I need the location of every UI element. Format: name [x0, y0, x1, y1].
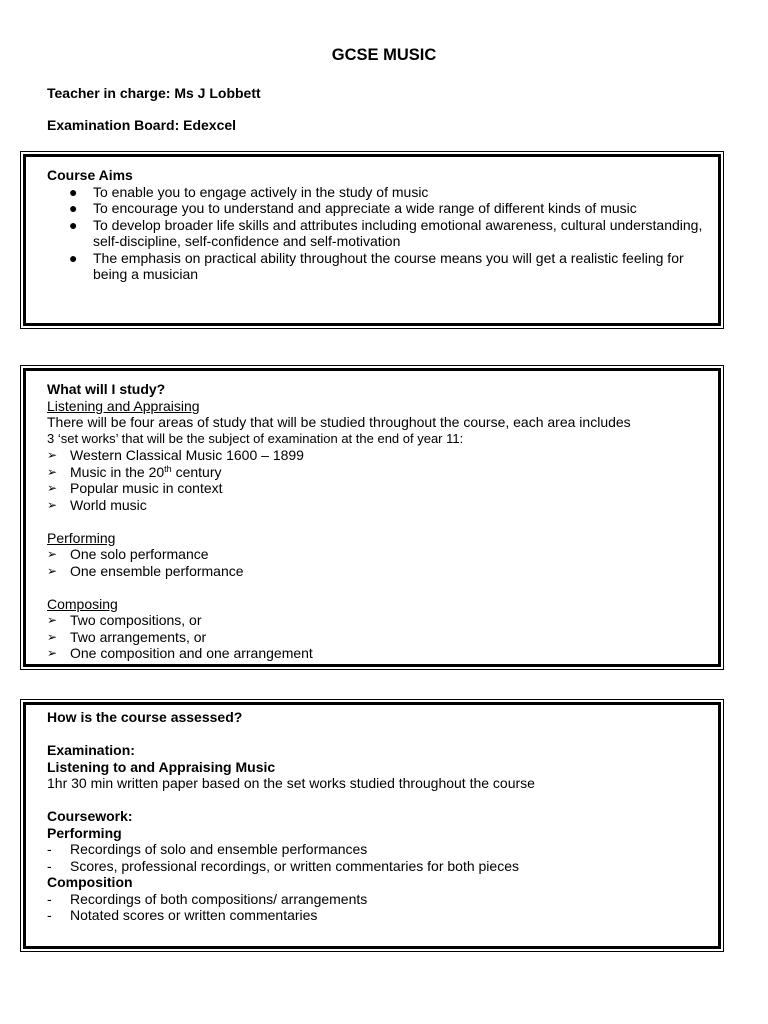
performing-list: [47, 546, 715, 579]
list-item: ➢ World music: [47, 496, 147, 513]
list-item: - Recordings of both compositions/ arrangements: [47, 890, 368, 907]
examination-label: Examination:: [47, 742, 135, 758]
arrowhead-icon: ➢: [47, 646, 58, 660]
listening-intro-2: 3 ‘set works’ that will be the subject of examination at the end of year 11:: [47, 430, 464, 446]
list-item: ➢ One ensemble performance: [47, 562, 244, 579]
list-item: - Recordings of solo and ensemble performances: [47, 841, 368, 857]
exam-board-line: Examination Board: Edexcel: [47, 117, 237, 133]
listening-heading: Listening and Appraising: [47, 397, 200, 414]
coursework-label: Coursework:: [47, 808, 133, 824]
arrowhead-icon: ➢: [47, 563, 58, 578]
list-item: ➢ Two arrangements, or: [47, 628, 207, 645]
list-item: - Scores, professional recordings, or written commentaries for both pieces: [47, 857, 519, 874]
list-item: ➢ Two compositions, or: [47, 612, 202, 628]
dash-icon: -: [47, 890, 52, 907]
coursework-composition-list: [47, 891, 715, 924]
performing-heading: Performing: [47, 529, 116, 546]
composing-heading: Composing: [47, 595, 118, 612]
areas-of-study-list: [47, 447, 715, 513]
list-item: ● To encourage you to understand and appreciate a wide range of different kinds of music: [69, 200, 637, 216]
study-heading: What will I study?: [47, 381, 166, 397]
list-item: ● The emphasis on practical ability throughout the course means you will get a realistic feeling for being a musician: [69, 249, 684, 282]
list-item: ➢ Popular music in context: [47, 480, 223, 496]
study-box: [20, 365, 724, 670]
coursework-composition-label: Composition: [47, 874, 133, 890]
assessment-box: [20, 699, 724, 952]
arrowhead-icon: ➢: [47, 448, 58, 462]
coursework-performing-label: Performing: [47, 824, 122, 841]
course-aims-heading: Course Aims: [47, 167, 133, 183]
coursework-performing-list: [47, 841, 715, 874]
course-aims-box: [20, 151, 724, 329]
assessment-content: [47, 709, 715, 924]
study-content: [47, 381, 715, 662]
arrowhead-icon: ➢: [47, 547, 58, 561]
list-item: ● To enable you to engage actively in the study of music: [69, 183, 429, 200]
arrowhead-icon: ➢: [47, 497, 58, 512]
list-item: ➢ One composition and one arrangement: [47, 645, 313, 661]
dash-icon: -: [47, 907, 52, 923]
arrowhead-icon: ➢: [47, 613, 58, 627]
list-item: ● To develop broader life skills and attributes including emotional awareness, cultural understanding, self-discipline, self-confidence and self-motivation: [69, 216, 703, 249]
list-item: - Notated scores or written commentaries: [47, 907, 318, 923]
dash-icon: -: [47, 857, 52, 874]
examination-title: Listening to and Appraising Music: [47, 758, 276, 775]
composing-list: [47, 612, 715, 662]
course-aims-content: [47, 167, 715, 283]
page-title: GCSE MUSIC: [331, 46, 437, 64]
bullet-icon: ●: [69, 249, 78, 266]
bullet-icon: ●: [69, 200, 78, 216]
assessment-heading: How is the course assessed?: [47, 709, 243, 725]
dash-icon: -: [47, 841, 52, 857]
arrowhead-icon: ➢: [47, 481, 58, 495]
arrowhead-icon: ➢: [47, 464, 58, 479]
bullet-icon: ●: [69, 183, 78, 200]
listening-intro-1: There will be four areas of study that will be studied throughout the course, each area includes: [47, 414, 631, 430]
course-aims-list: [47, 184, 715, 283]
list-item: ➢ Western Classical Music 1600 – 1899: [47, 447, 304, 463]
list-item: ➢ Music in the 20th century: [47, 463, 222, 480]
teacher-line: Teacher in charge: Ms J Lobbett: [47, 85, 261, 101]
bullet-icon: ●: [69, 216, 78, 233]
list-item: ➢ One solo performance: [47, 546, 209, 562]
examination-description: 1hr 30 min written paper based on the set works studied throughout the course: [47, 775, 535, 791]
arrowhead-icon: ➢: [47, 629, 58, 644]
